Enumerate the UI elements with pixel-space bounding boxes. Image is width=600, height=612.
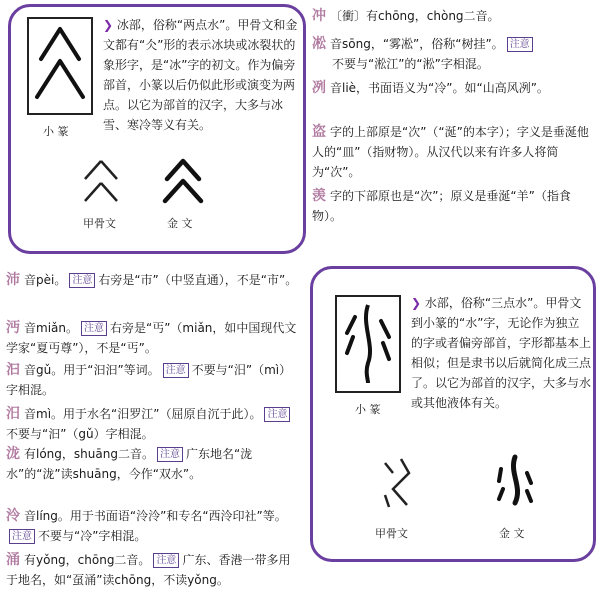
note-badge: 注意 — [507, 37, 533, 52]
oracle-bone-caption: 甲骨文 — [83, 217, 116, 230]
note-badge: 注意 — [69, 273, 95, 288]
note-badge: 注意 — [157, 447, 183, 462]
note-badge: 注意 — [153, 553, 179, 568]
entry-xian: 羡 字的下部原也是“次”；原义是垂涎“羊”（指食物）。 — [312, 188, 571, 223]
bronze-water-glyph — [493, 451, 537, 515]
note-badge: 注意 — [163, 363, 189, 378]
entry-mian: 沔 音miǎn。 注意 右旁是“丐”（miǎn，如中国现代文学家“夏丏尊”），不是“丐”。 — [6, 320, 297, 355]
entry-gu: 汩 音gǔ。用于“汩汩”等词。 注意 不要与“汨”（mì）字相混。 — [6, 362, 292, 397]
entry-mi: 汨 音mì。用于水名“汨罗江”（屈原自沉于此）。 注意不要与“汩”（gǔ）字相混。 — [6, 404, 302, 444]
entry-dao: 盗 字的上部原是“次”（“涎”的本字）；字义是垂涎他人的“皿”（指财物）。从汉代以来有许多人将简为“次”。 — [312, 124, 589, 179]
seal-script-frame — [335, 295, 401, 393]
entry-long: 泷 有lóng，shuāng二音。 注意 广东地名“泷水”的“泷”读shuāng，今作“双水”。 — [6, 446, 253, 481]
seal-script-frame — [27, 17, 93, 115]
note-badge: 注意 — [81, 321, 107, 336]
radical-card-water — [310, 266, 596, 562]
entry-lie: 冽 音liè，书面语义为“冷”。如“山高风冽”。 — [312, 80, 549, 96]
seal-script-ice-glyph — [29, 19, 91, 113]
entry-pei: 沛 音pèi。 注意 右旁是“巿”（中竖直通），不是“市”。 — [6, 272, 298, 288]
note-badge: 注意 — [9, 529, 35, 544]
radical-card-ice — [8, 4, 306, 254]
entry-ling: 泠 音líng。用于书面语“泠泠”和专名“西泠印社”等。注意 不要与“冷”字相混。 — [6, 508, 287, 543]
seal-script-caption: 小 篆 — [43, 125, 69, 138]
entry-chong: 冲 〔衝〕有chōng，chòng二音。 — [312, 8, 500, 24]
bronze-caption: 金 文 — [499, 527, 525, 540]
seal-script-caption: 小 篆 — [355, 403, 381, 416]
seal-script-water-glyph — [337, 297, 399, 391]
radical-description: ❯ 冰部，俗称“两点水”。甲骨文和金文都有“仌”形的表示冰块或冰裂状的象形字，是“冰”字的初文。作为偏旁部首，小篆以后仍似此形或演变为两点。以它为部首的汉字，大多与冰雪、寒冷等义有关。 — [103, 18, 298, 132]
entry-song: 凇 音sōng，“雾凇”，俗称“树挂”。 注意 不要与“淞江”的“淞”字相混。 — [312, 34, 596, 74]
bronze-caption: 金 文 — [167, 217, 193, 230]
entry-yong: 涌 有yǒng，chōng二音。 注意 广东、香港一带多用于地名，如“虿涌”读chōng，不读yǒng。 — [6, 552, 291, 587]
oracle-bone-water-glyph — [379, 455, 419, 513]
note-badge: 注意 — [264, 407, 290, 422]
oracle-bone-ice-glyph — [81, 157, 121, 207]
oracle-bone-caption: 甲骨文 — [375, 527, 408, 540]
bronze-ice-glyph — [161, 157, 205, 207]
pointer-icon: ❯ — [411, 296, 422, 310]
radical-description: ❯ 水部，俗称“三点水”。甲骨文到小篆的“水”字，无论作为独立的字或者偏旁部首，字形都基本上相似；但是隶书以后就简化成三点了。以它为部首的汉字，大多与水或其他液体有关。 — [411, 296, 592, 410]
pointer-icon: ❯ — [103, 18, 114, 32]
